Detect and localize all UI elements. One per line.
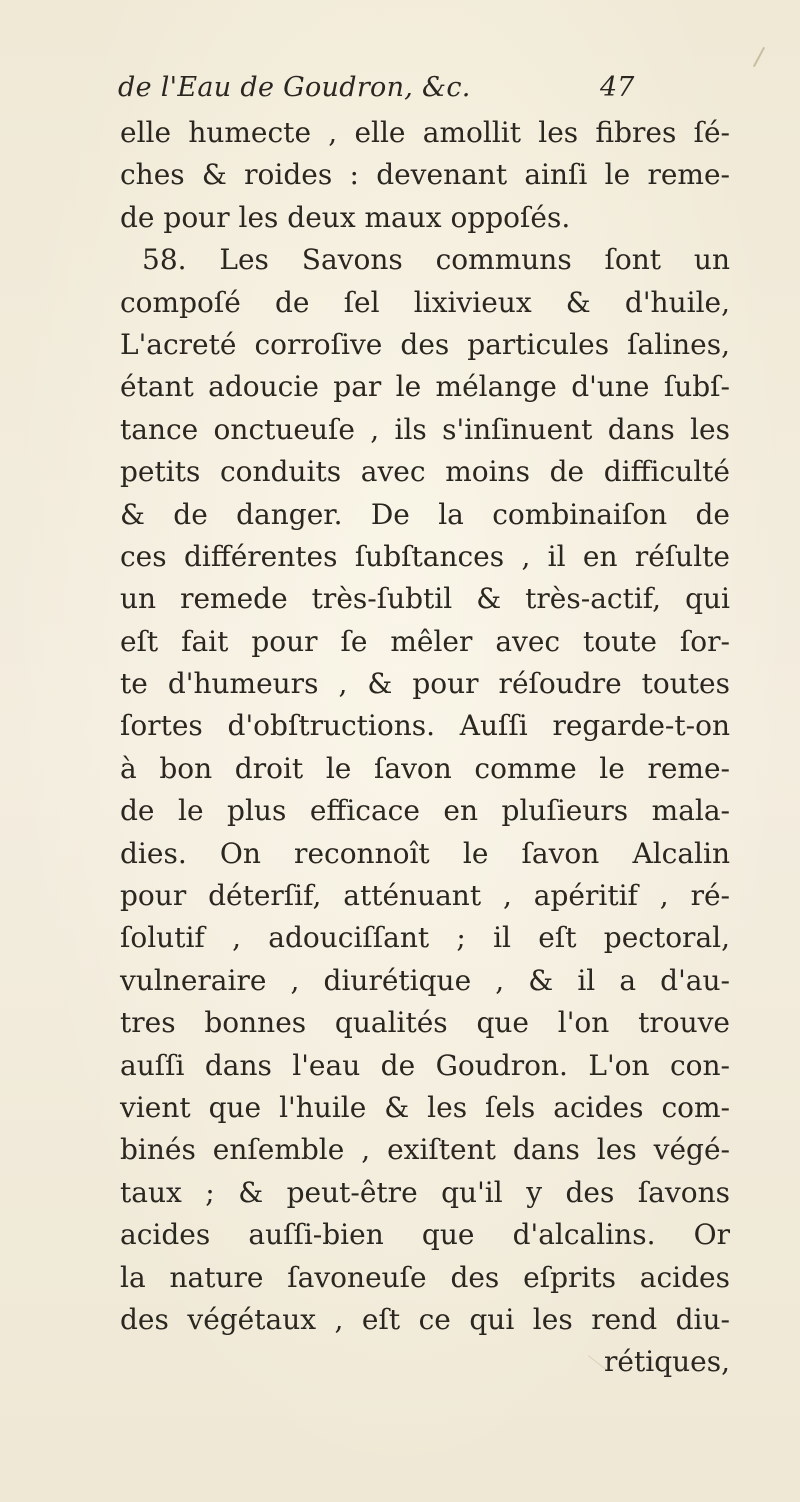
text-line: & de danger. De la combinaiſon de bbox=[120, 497, 730, 531]
text-line: vulneraire , diurétique , & il a d'au- bbox=[120, 963, 730, 997]
text-line: pour déterſif, atténuant , apéritif , ré- bbox=[120, 879, 730, 913]
text-line: un remede très-ſubtil & très-actif, qui bbox=[120, 582, 730, 616]
text-line: des végétaux , eſt ce qui les rend diu- bbox=[120, 1302, 730, 1336]
text-line: eſt fait pour ſe mêler avec toute ſor- bbox=[120, 624, 730, 658]
text-line: auſſi dans l'eau de Goudron. L'on con- bbox=[120, 1048, 730, 1082]
text-line: 58. Les Savons communs ſont un bbox=[142, 243, 730, 277]
page-header bbox=[118, 72, 718, 112]
text-line: à bon droit le ſavon comme le reme- bbox=[120, 751, 730, 785]
text-line: de le plus efficace en pluſieurs mala- bbox=[120, 794, 730, 828]
text-line: vient que l'huile & les ſels acides com- bbox=[120, 1090, 730, 1124]
text-line: dies. On reconnoît le ſavon Alcalin bbox=[120, 836, 730, 870]
text-line: elle humecte , elle amollit les fibres ſé- bbox=[120, 116, 730, 149]
page-number: 47 bbox=[600, 72, 635, 103]
body-text bbox=[120, 112, 730, 1384]
text-line: tance onctueuſe , ils s'inſinuent dans les bbox=[120, 412, 730, 446]
text-line: ſolutif , adouciſſant ; il eſt pectoral, bbox=[120, 921, 730, 955]
text-line: taux ; & peut-être qu'il y des ſavons bbox=[120, 1175, 730, 1209]
pencil-mark bbox=[753, 47, 765, 67]
text-line: acides auſſi-bien que d'alcalins. Or bbox=[120, 1218, 730, 1252]
text-line: ches & roides : devenant ainſi le reme- bbox=[120, 158, 730, 192]
text-line: étant adoucie par le mélange d'une ſubſ- bbox=[120, 370, 730, 404]
text-line: la nature ſavoneuſe des eſprits acides bbox=[120, 1260, 730, 1294]
text-line: petits conduits avec moins de difficulté bbox=[120, 455, 730, 489]
text-line: ces différentes ſubſtances , il en réſulte bbox=[120, 539, 730, 573]
text-line: L'acreté corroſive des particules ſalines, bbox=[120, 327, 730, 361]
text-line: rétiques, bbox=[604, 1345, 730, 1379]
running-head: de l'Eau de Goudron, &c. bbox=[118, 72, 471, 103]
text-line: de pour les deux maux oppoſés. bbox=[120, 200, 571, 234]
text-line: tres bonnes qualités que l'on trouve bbox=[120, 1006, 730, 1040]
text-line: ſortes d'obſtructions. Auſſi regarde-t-on bbox=[120, 709, 730, 743]
text-line: compoſé de ſel lixivieux & d'huile, bbox=[120, 285, 730, 319]
text-line: te d'humeurs , & pour réſoudre toutes bbox=[120, 667, 730, 701]
text-line: binés enſemble , exiſtent dans les végé- bbox=[120, 1133, 730, 1167]
